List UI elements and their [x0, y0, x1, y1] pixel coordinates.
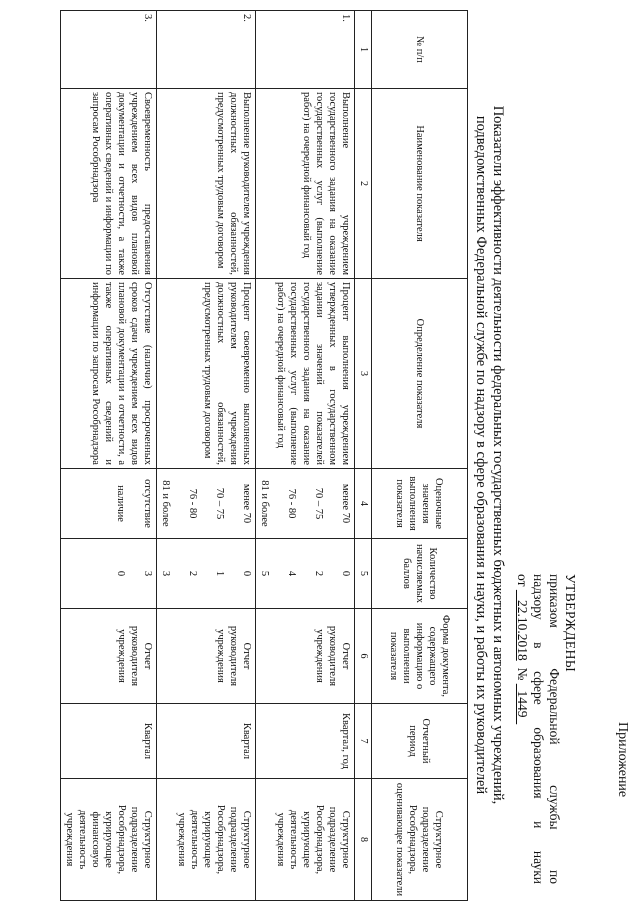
approval-date: 22.10.2018 — [515, 599, 530, 661]
approval-line-1: приказом Федеральной службы по — [547, 574, 562, 884]
report-period: Квартал, год — [256, 704, 355, 779]
col-number: 8 — [355, 779, 372, 901]
approval-line-2: надзору в сфере образования и науки — [531, 574, 546, 884]
row-num: 3. — [61, 11, 157, 89]
row-num: 2. — [157, 11, 256, 89]
points-item: 0 — [340, 570, 351, 577]
indicator-values — [157, 469, 256, 539]
responsible-unit: Структурное подразделение Рособрнадзора, курирующее деятельность учреждения — [256, 779, 355, 901]
points-item: 0 — [115, 570, 126, 577]
header-form: Форма документа, содержащего информацию о выполнении показателя — [372, 609, 468, 704]
header-points: Количество начисляемых баллов — [372, 539, 468, 609]
report-form: Отчет руководителя учреждения — [157, 609, 256, 704]
value-item: 70 – 75 — [313, 487, 324, 520]
col-number: 4 — [355, 469, 372, 539]
header-values: Оценочные значения выполнения показателя — [372, 469, 468, 539]
points-item: 3 — [142, 570, 153, 577]
indicator-name: Выполнение руководителем учреждения должностных обязанностей, предусмотренных трудовым договором — [157, 89, 256, 279]
points-item: 1 — [214, 570, 225, 577]
value-item: 81 и более — [160, 480, 171, 527]
points-item: 0 — [241, 570, 252, 577]
table-row — [256, 11, 355, 901]
indicator-points — [61, 539, 157, 609]
header-num: № п/п — [372, 11, 468, 89]
responsible-unit: Структурное подразделение Рособрнадзора, курирующее финансовую деятельность учреждения — [61, 779, 157, 901]
responsible-unit: Структурное подразделение Рособрнадзора, курирующее деятельность учреждения — [157, 779, 256, 901]
indicator-name: Выполнение учреждением государственного задания на оказание государственных услуг (выполнение работ) на очередной финансовый год — [256, 89, 355, 279]
header-period: Отчетный период — [372, 704, 468, 779]
points-item: 3 — [160, 570, 171, 577]
approval-date-line — [514, 574, 530, 884]
col-number: 3 — [355, 279, 372, 469]
report-form: Отчет руководителя учреждения — [256, 609, 355, 704]
value-item: отсутствие — [142, 479, 153, 528]
header-row — [372, 11, 468, 901]
header-definition: Определение показателя — [372, 279, 468, 469]
points-item: 2 — [187, 570, 198, 577]
indicator-values — [61, 469, 157, 539]
indicator-definition: Процент выполнения учреждением утвержденных в государственном задании значений показателей государственного задания на оказание государственных услуг (выполнение работ) на очередной финансовый год — [256, 279, 355, 469]
value-item: наличие — [115, 485, 126, 522]
number-prefix: № — [515, 667, 530, 681]
col-number: 6 — [355, 609, 372, 704]
indicator-values — [256, 469, 355, 539]
col-number: 7 — [355, 704, 372, 779]
col-number: 2 — [355, 89, 372, 279]
row-num: 1. — [256, 11, 355, 89]
report-period: Квартал — [61, 704, 157, 779]
column-number-row — [355, 11, 372, 901]
points-item: 5 — [259, 570, 270, 577]
approval-number: 1449 — [515, 690, 530, 718]
indicator-definition: Процент своевременно выполненных руководителем учреждения должностных обязанностей, предусмотренных трудовым договором — [157, 279, 256, 469]
table-row — [61, 11, 157, 901]
header-unit: Структурное подразделение Рособрнадзора, оценивающее показатели — [372, 779, 468, 901]
value-item: 70 – 75 — [214, 487, 225, 520]
approval-block — [514, 574, 578, 884]
appendix-label: Приложение — [615, 722, 630, 798]
points-item: 4 — [286, 570, 297, 577]
value-item: 76 - 80 — [286, 488, 297, 519]
date-prefix: от — [515, 574, 530, 587]
value-item: менее 70 — [241, 483, 252, 524]
table-row — [157, 11, 256, 901]
document-title: Показатели эффективности деятельности федеральных государственных бюджетных и автономных учреждений, подведомственных Федеральной службе по надзору в сфере образования и науки, и работы их руководителей — [473, 105, 506, 805]
header-name: Наименование показателя — [372, 89, 468, 279]
indicators-table — [60, 10, 468, 901]
points-item: 2 — [313, 570, 324, 577]
report-form: Отчет руководителя учреждения — [61, 609, 157, 704]
report-period: Квартал — [157, 704, 256, 779]
value-item: менее 70 — [340, 483, 351, 524]
col-number: 5 — [355, 539, 372, 609]
indicator-definition: Отсутствие (наличие) просроченных сроков сдачи учреждением всех видов плановой документации и отчетности, а также оперативных сведений и информации по запросам Рособрнадзора — [61, 279, 157, 469]
col-number: 1 — [355, 11, 372, 89]
value-item: 81 и более — [259, 480, 270, 527]
approval-heading: УТВЕРЖДЕНЫ — [563, 574, 578, 673]
indicator-name: Своевременность предоставления учреждением всех видов плановой документации и отчетности, а также оперативных сведений и информации по запросам Рособрнадзора — [61, 89, 157, 279]
indicator-points — [157, 539, 256, 609]
indicator-points — [256, 539, 355, 609]
value-item: 76 - 80 — [187, 488, 198, 519]
